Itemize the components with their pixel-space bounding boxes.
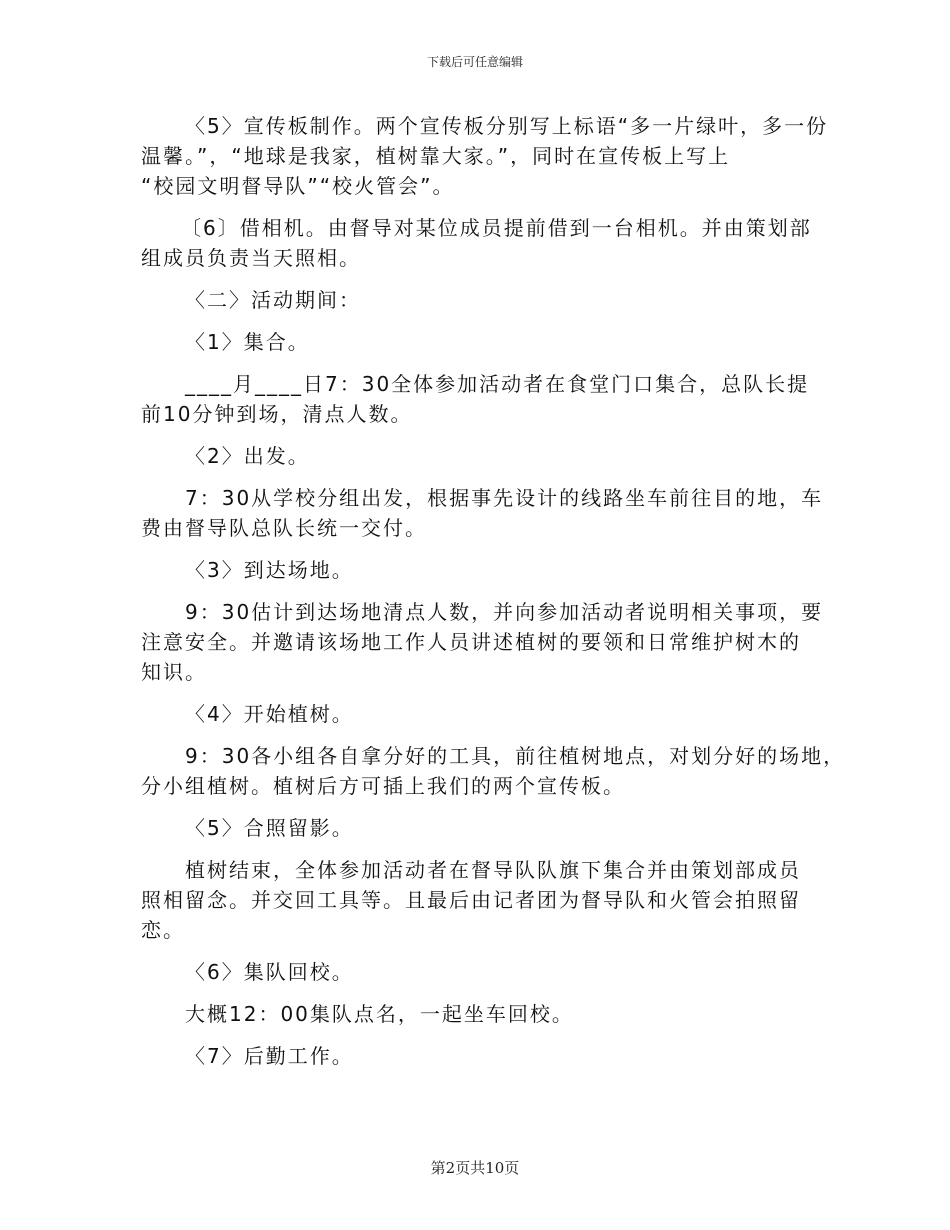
paragraph: [141, 699, 831, 729]
text-line: 注意安全。并邀请该场地工作人员讲述植树的要领和日常维护树木的: [141, 630, 801, 654]
text-line: 〈2〉出发。: [185, 444, 310, 468]
paragraph: [141, 285, 831, 315]
page-footer: 第2页共10页: [430, 1159, 520, 1177]
paragraph: [141, 597, 831, 687]
text-line: “校园文明督导队”“校火管会”。: [141, 174, 455, 198]
text-line: 植树结束，全体参加活动者在督导队队旗下集合并由策划部成员: [185, 858, 801, 882]
paragraph: [141, 813, 831, 843]
text-line: 分小组植树。植树后方可插上我们的两个宣传板。: [141, 774, 625, 798]
text-line: 〈1〉集合。: [185, 330, 310, 354]
text-line: 9：30各小组各自拿分好的工具，前往植树地点，对划分好的场地，: [185, 744, 846, 768]
text-line: 组成员负责当天照相。: [141, 246, 361, 270]
text-line: 恋。: [141, 918, 185, 942]
text-line: 前10分钟到场，清点人数。: [141, 402, 413, 426]
text-line: 7：30从学校分组出发，根据事先设计的线路坐车前往目的地，车: [185, 486, 824, 510]
paragraph: [141, 999, 831, 1029]
paragraph: [141, 111, 831, 201]
text-line: 〈3〉到达场地。: [185, 558, 354, 582]
paragraph: [141, 441, 831, 471]
text-line: 温馨。”，“地球是我家，植树靠大家。”，同时在宣传板上写上: [141, 144, 731, 168]
text-line: ____月____日7：30全体参加活动者在食堂门口集合，总队长提: [185, 372, 810, 396]
paragraph: [141, 741, 846, 801]
text-line: 照相留念。并交回工具等。且最后由记者团为督导队和火管会拍照留: [141, 888, 801, 912]
paragraph: [141, 369, 831, 429]
paragraph: [141, 1041, 831, 1071]
page-header: 下载后可任意编辑: [426, 55, 523, 69]
text-line: 〔6〕借相机。由督导对某位成员提前借到一台相机。并由策划部: [181, 216, 812, 240]
text-line: 〈4〉开始植树。: [185, 702, 354, 726]
text-line: 大概12：00集队点名，一起坐车回校。: [185, 1002, 574, 1026]
paragraph: [141, 213, 831, 273]
text-line: 〈7〉后勤工作。: [185, 1044, 354, 1068]
text-line: 〈6〉集队回校。: [185, 960, 354, 984]
paragraph: [141, 483, 831, 543]
paragraph: [141, 555, 831, 585]
paragraph: [141, 327, 831, 357]
text-line: 〈二〉活动期间：: [185, 288, 361, 312]
text-line: 9：30估计到达场地清点人数，并向参加活动者说明相关事项，要: [185, 600, 824, 624]
text-line: 知识。: [141, 660, 207, 684]
text-line: 〈5〉宣传板制作。两个宣传板分别写上标语“多一片绿叶，多一份: [185, 114, 829, 138]
text-line: 费由督导队总队长统一交付。: [141, 516, 427, 540]
text-line: 〈5〉合照留影。: [185, 816, 354, 840]
document-body: [141, 111, 846, 1083]
paragraph: [141, 957, 831, 987]
paragraph: [141, 855, 831, 945]
